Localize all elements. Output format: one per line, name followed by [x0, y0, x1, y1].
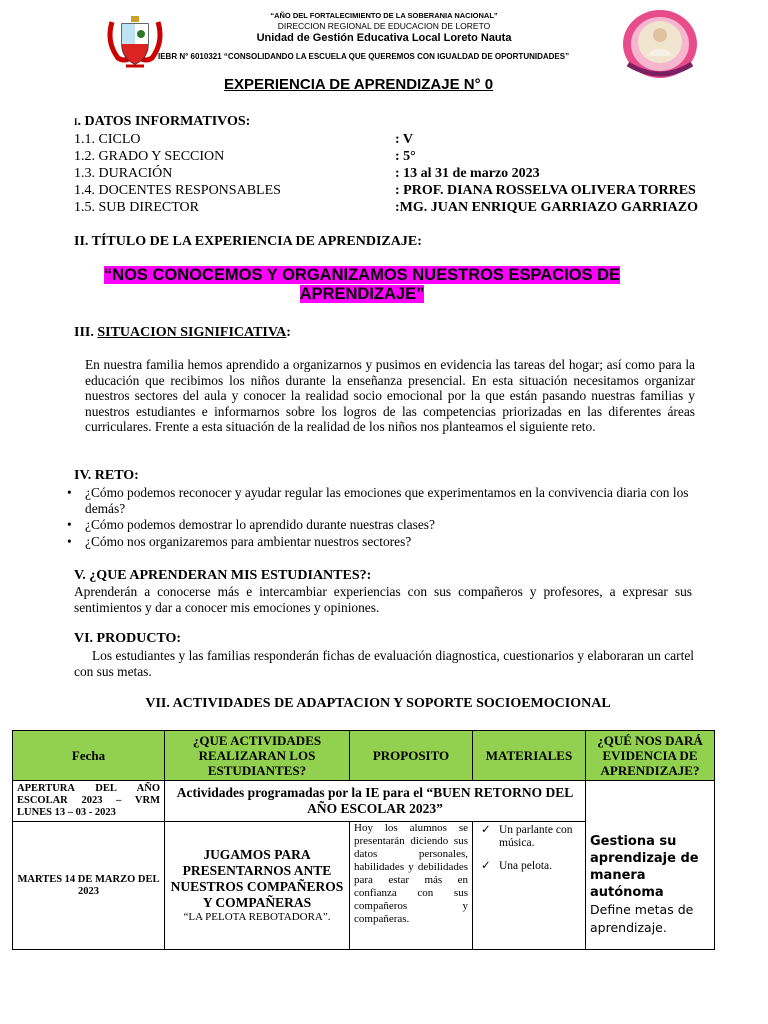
situacion-heading-colon: :: [286, 325, 291, 340]
datos-label-grado: 1.2. GRADO Y SECCION: [74, 149, 225, 164]
situacion-heading-num: III.: [74, 325, 98, 340]
header-school: IEBR N° 6010321 “CONSOLIDANDO LA ESCUELA QUE QUEREMOS CON IGUALDAD DE OPORTUNIDADES”: [158, 52, 570, 61]
table-cell-materiales: [473, 822, 586, 950]
datos-heading-prefix: I: [74, 117, 78, 127]
list-item: ✓ Un parlante con música.: [477, 824, 581, 850]
header-year-motto: “AÑO DEL FORTALECIMIENTO DE LA SOBERANIA NACIONAL”: [270, 11, 498, 20]
list-item: ✓ Una pelota.: [477, 860, 581, 873]
header-regional-direction: DIRECCION REGIONAL DE EDUCACION DE LORETO: [277, 21, 491, 31]
table-cell-proposito: Hoy los alumnos se presentarán diciendo sus datos personales, habilidades y debilidades para estar más en confianza con sus compañeros y compañeras.: [350, 822, 473, 950]
experience-title-line2: APRENDIZAJE”: [299, 285, 425, 303]
experience-title-line1: “NOS CONOCEMOS Y ORGANIZAMOS NUESTROS ESPACIOS DE: [103, 266, 621, 284]
situacion-heading: [74, 325, 291, 341]
datos-label-ciclo: 1.1. CICLO: [74, 132, 141, 147]
table-header-actividades: ¿QUE ACTIVIDADES REALIZARAN LOS ESTUDIANTES?: [165, 731, 350, 781]
list-item: • ¿Cómo nos organizaremos para ambientar nuestros sectores?: [61, 534, 695, 550]
datos-label-subdirector: 1.5. SUB DIRECTOR: [74, 200, 199, 215]
table-cell-fecha-martes: MARTES 14 DE MARZO DEL 2023: [13, 822, 165, 950]
table-header-materiales: MATERIALES: [473, 731, 586, 781]
situacion-heading-text: SITUACION SIGNIFICATIVA: [97, 325, 287, 340]
table-cell-actividad-juego: [165, 822, 350, 950]
situacion-text: En nuestra familia hemos aprendido a organizarnos y pusimos en evidencia las tareas del hogar; así como para la educación que recibimos los niños durante la enseñanza presencial. En esta situación necesitamos organizar nuestros sectores del aula y conocer la realidad socio emocional por la que están pasando nuestras familias y nuestros estudiantes e informarnos sobre los logros de las competencias priorizadas en las diferentes áreas curriculares. Frente a esta situación de la realidad de los niños nos planteamos el siguiente reto.: [85, 357, 695, 434]
evidencia-competencia: Gestiona su aprendizaje de manera autónoma: [590, 834, 699, 900]
page-title: EXPERIENCIA DE APRENDIZAJE N° 0: [224, 76, 494, 93]
list-item: • ¿Cómo podemos reconocer y ayudar regular las emociones que experimentamos en la convivencia diaria con los demás?: [61, 485, 695, 516]
actividad-title: JUGAMOS PARA PRESENTARNOS ANTE NUESTROS COMPAÑEROS Y COMPAÑERAS: [170, 847, 344, 910]
datos-value-duracion: : 13 al 31 de marzo 2023: [395, 166, 540, 181]
datos-label-duracion: 1.3. DURACIÓN: [74, 166, 173, 181]
experience-title: [0, 266, 724, 304]
activities-table: [12, 730, 715, 950]
producto-text: Los estudiantes y las familias responderán fichas de evaluación diagnostica, cuestionarios y elaboraran un cartel con sus metas.: [74, 648, 694, 679]
datos-value-subdirector: :MG. JUAN ENRIQUE GARRIAZO GARRIAZO: [395, 200, 698, 215]
datos-heading: [74, 114, 250, 130]
datos-value-docentes: : PROF. DIANA ROSSELVA OLIVERA TORRES: [395, 183, 696, 198]
titulo-heading: II. TÍTULO DE LA EXPERIENCIA DE APRENDIZAJE:: [74, 234, 422, 249]
datos-value-ciclo: : V: [395, 132, 414, 147]
table-cell-actividad-apertura: Actividades programadas por la IE para el “BUEN RETORNO DEL AÑO ESCOLAR 2023”: [165, 781, 586, 822]
evidencia-capacidad: Define metas de aprendizaje.: [590, 902, 694, 935]
aprenderan-text: Aprenderán a conocerse más e intercambiar experiencias con sus compañeros y profesores, a expresar sus sentimientos y dar a conocer mis emociones y opiniones.: [74, 584, 692, 615]
table-header-proposito: PROPOSITO: [350, 731, 473, 781]
reto-list: [61, 485, 695, 550]
list-item: • ¿Cómo podemos demostrar lo aprendido durante nuestras clases?: [61, 517, 695, 533]
header-ugel: Unidad de Gestión Educativa Local Loreto Nauta: [256, 32, 512, 44]
actividades-heading: VII. ACTIVIDADES DE ADAPTACION Y SOPORTE SOCIOEMOCIONAL: [145, 696, 611, 711]
actividad-subtitle: “LA PELOTA REBOTADORA”.: [183, 911, 331, 923]
producto-heading: VI. PRODUCTO:: [74, 631, 182, 646]
datos-heading-text: . DATOS INFORMATIVOS:: [77, 114, 251, 129]
datos-label-docentes: 1.4. DOCENTES RESPONSABLES: [74, 183, 281, 198]
table-cell-fecha-apertura: APERTURA DEL AÑO ESCOLAR 2023 – VRM LUNES 13 – 03 - 2023: [13, 781, 165, 822]
reto-heading: IV. RETO:: [74, 468, 139, 483]
table-header-fecha: Fecha: [13, 731, 165, 781]
table-cell-evidencia: [586, 781, 715, 950]
table-header-evidencia: ¿QUÉ NOS DARÁ EVIDENCIA DE APRENDIZAJE?: [586, 731, 715, 781]
datos-value-grado: : 5°: [395, 149, 416, 164]
aprenderan-heading: V. ¿QUE APRENDERAN MIS ESTUDIANTES?:: [74, 568, 372, 583]
